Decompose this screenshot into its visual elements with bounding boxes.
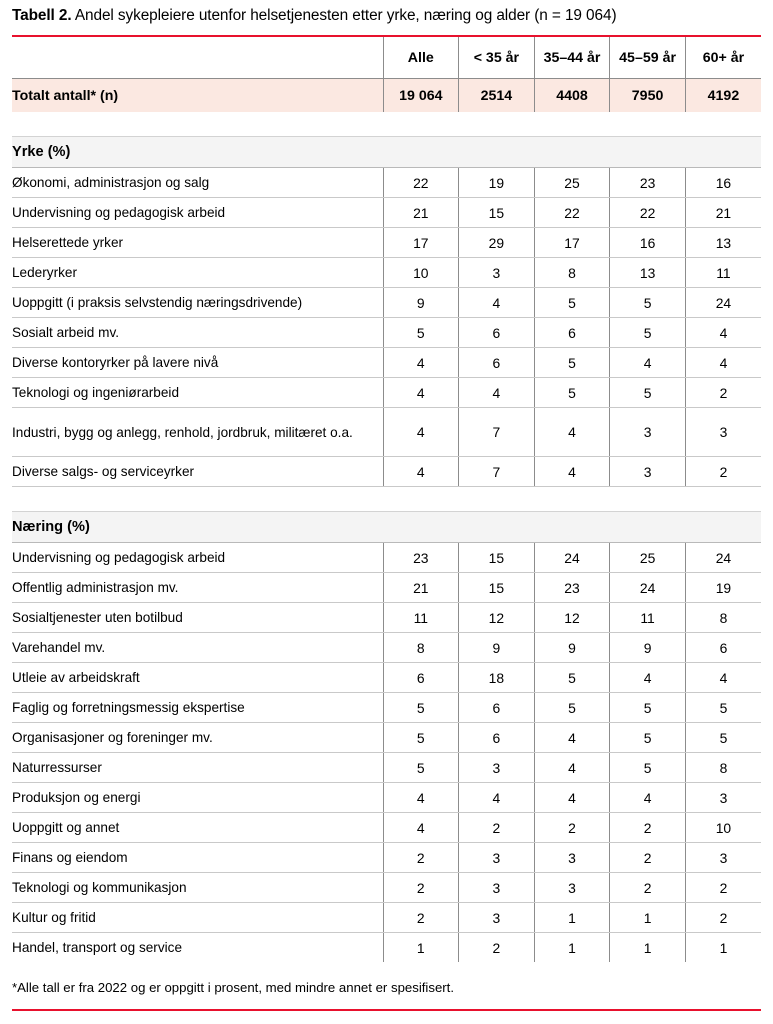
table-row — [12, 723, 761, 753]
table-row — [12, 543, 761, 573]
row-value-4: 3 — [685, 783, 761, 813]
row-value-1: 15 — [459, 543, 535, 573]
row-value-4: 4 — [685, 318, 761, 348]
row-value-4: 2 — [685, 378, 761, 408]
row-label: Sosialtjenester uten botilbud — [12, 603, 383, 633]
row-value-4: 4 — [685, 663, 761, 693]
row-value-2: 5 — [534, 378, 610, 408]
row-value-4: 24 — [685, 288, 761, 318]
row-value-3: 22 — [610, 198, 686, 228]
row-value-2: 8 — [534, 258, 610, 288]
table-row — [12, 873, 761, 903]
row-value-2: 9 — [534, 633, 610, 663]
row-value-0: 11 — [383, 603, 459, 633]
total-count-label: Totalt antall* (n) — [12, 79, 383, 113]
total-count-value-2: 4408 — [534, 79, 610, 113]
row-value-0: 2 — [383, 903, 459, 933]
row-value-4: 1 — [685, 933, 761, 963]
row-value-0: 2 — [383, 843, 459, 873]
row-value-0: 4 — [383, 457, 459, 487]
column-header-1: < 35 år — [459, 37, 535, 79]
table-row — [12, 633, 761, 663]
row-value-3: 5 — [610, 753, 686, 783]
row-value-1: 4 — [459, 288, 535, 318]
row-value-1: 6 — [459, 318, 535, 348]
row-value-0: 9 — [383, 288, 459, 318]
column-header-3: 45–59 år — [610, 37, 686, 79]
row-value-0: 8 — [383, 633, 459, 663]
row-label: Teknologi og ingeniørarbeid — [12, 378, 383, 408]
total-count-value-3: 7950 — [610, 79, 686, 113]
total-count-value-0: 19 064 — [383, 79, 459, 113]
row-value-1: 4 — [459, 783, 535, 813]
row-value-3: 4 — [610, 348, 686, 378]
row-value-4: 3 — [685, 408, 761, 457]
total-count-value-1: 2514 — [459, 79, 535, 113]
table-row — [12, 198, 761, 228]
row-value-3: 4 — [610, 783, 686, 813]
row-value-4: 8 — [685, 753, 761, 783]
row-value-1: 4 — [459, 378, 535, 408]
row-label: Undervisning og pedagogisk arbeid — [12, 198, 383, 228]
row-value-2: 23 — [534, 573, 610, 603]
column-header-4: 60+ år — [685, 37, 761, 79]
row-value-3: 5 — [610, 723, 686, 753]
row-value-1: 19 — [459, 168, 535, 198]
row-value-3: 9 — [610, 633, 686, 663]
row-label: Økonomi, administrasjon og salg — [12, 168, 383, 198]
row-value-0: 4 — [383, 348, 459, 378]
row-value-0: 1 — [383, 933, 459, 963]
row-value-2: 5 — [534, 663, 610, 693]
table-row — [12, 843, 761, 873]
row-value-2: 4 — [534, 457, 610, 487]
table-row — [12, 693, 761, 723]
row-value-2: 4 — [534, 753, 610, 783]
row-value-4: 10 — [685, 813, 761, 843]
row-value-3: 1 — [610, 933, 686, 963]
row-value-4: 2 — [685, 903, 761, 933]
row-value-0: 17 — [383, 228, 459, 258]
table-row — [12, 573, 761, 603]
row-label: Diverse kontoryrker på lavere nivå — [12, 348, 383, 378]
section-spacer — [12, 487, 761, 512]
row-value-1: 18 — [459, 663, 535, 693]
row-value-2: 5 — [534, 693, 610, 723]
row-value-2: 3 — [534, 873, 610, 903]
row-label: Faglig og forretningsmessig ekspertise — [12, 693, 383, 723]
table-row — [12, 903, 761, 933]
row-value-2: 6 — [534, 318, 610, 348]
row-label: Helserettede yrker — [12, 228, 383, 258]
row-label: Uoppgitt (i praksis selvstendig næringsdrivende) — [12, 288, 383, 318]
row-value-0: 5 — [383, 723, 459, 753]
row-label: Finans og eiendom — [12, 843, 383, 873]
caption-text: Andel sykepleiere utenfor helsetjenesten etter yrke, næring og alder (n = 19 064) — [71, 7, 617, 24]
table-row — [12, 933, 761, 963]
row-value-3: 3 — [610, 457, 686, 487]
section-title: Næring (%) — [12, 512, 761, 543]
table-header-row — [12, 37, 761, 79]
row-label: Industri, bygg og anlegg, renhold, jordbruk, militæret o.a. — [12, 408, 383, 457]
row-value-2: 1 — [534, 903, 610, 933]
row-value-1: 15 — [459, 573, 535, 603]
row-value-2: 2 — [534, 813, 610, 843]
row-value-4: 6 — [685, 633, 761, 663]
row-value-0: 6 — [383, 663, 459, 693]
row-value-2: 22 — [534, 198, 610, 228]
row-label: Sosialt arbeid mv. — [12, 318, 383, 348]
row-value-0: 5 — [383, 318, 459, 348]
row-value-4: 11 — [685, 258, 761, 288]
row-value-1: 3 — [459, 753, 535, 783]
table-row — [12, 228, 761, 258]
table-row — [12, 378, 761, 408]
row-value-4: 5 — [685, 693, 761, 723]
row-value-0: 23 — [383, 543, 459, 573]
row-value-4: 8 — [685, 603, 761, 633]
total-count-value-4: 4192 — [685, 79, 761, 113]
row-value-3: 5 — [610, 693, 686, 723]
row-value-1: 7 — [459, 457, 535, 487]
row-label: Varehandel mv. — [12, 633, 383, 663]
row-label: Organisasjoner og foreninger mv. — [12, 723, 383, 753]
row-label: Produksjon og energi — [12, 783, 383, 813]
row-label: Uoppgitt og annet — [12, 813, 383, 843]
row-value-4: 13 — [685, 228, 761, 258]
total-count-row — [12, 79, 761, 113]
row-value-0: 5 — [383, 753, 459, 783]
row-value-2: 5 — [534, 288, 610, 318]
row-value-4: 2 — [685, 873, 761, 903]
row-value-2: 12 — [534, 603, 610, 633]
row-label: Handel, transport og service — [12, 940, 183, 955]
table-row — [12, 168, 761, 198]
row-value-3: 16 — [610, 228, 686, 258]
table-row — [12, 783, 761, 813]
caption-label: Tabell 2. — [12, 7, 72, 24]
row-value-2: 5 — [534, 348, 610, 378]
row-value-4: 4 — [685, 348, 761, 378]
row-value-3: 2 — [610, 873, 686, 903]
row-value-1: 2 — [459, 933, 535, 963]
row-value-0: 5 — [383, 693, 459, 723]
header-blank-cell — [12, 37, 383, 79]
row-label: Teknologi og kommunikasjon — [12, 873, 383, 903]
row-value-4: 5 — [685, 723, 761, 753]
table-caption — [12, 0, 761, 26]
section-spacer — [12, 112, 761, 137]
row-value-1: 6 — [459, 723, 535, 753]
row-value-0: 2 — [383, 873, 459, 903]
statistics-table — [12, 37, 761, 962]
row-value-3: 2 — [610, 843, 686, 873]
row-label: Utleie av arbeidskraft — [12, 663, 383, 693]
row-value-1: 9 — [459, 633, 535, 663]
row-value-3: 23 — [610, 168, 686, 198]
row-value-0: 4 — [383, 408, 459, 457]
bottom-red-rule — [12, 1009, 761, 1011]
table-row — [12, 408, 761, 457]
table-row — [12, 663, 761, 693]
column-header-0: Alle — [383, 37, 459, 79]
row-value-4: 24 — [685, 543, 761, 573]
row-value-2: 17 — [534, 228, 610, 258]
row-value-0: 21 — [383, 573, 459, 603]
row-value-1: 3 — [459, 903, 535, 933]
row-value-3: 3 — [610, 408, 686, 457]
table-row — [12, 457, 761, 487]
row-value-1: 12 — [459, 603, 535, 633]
section-header-row — [12, 512, 761, 543]
table-row — [12, 318, 761, 348]
row-label: Offentlig administrasjon mv. — [12, 573, 383, 603]
row-label: Lederyrker — [12, 258, 383, 288]
row-value-3: 5 — [610, 288, 686, 318]
column-header-2: 35–44 år — [534, 37, 610, 79]
row-value-1: 3 — [459, 843, 535, 873]
spacer-cell — [12, 112, 761, 137]
row-value-0: 10 — [383, 258, 459, 288]
row-value-1: 29 — [459, 228, 535, 258]
row-value-0: 4 — [383, 378, 459, 408]
row-value-4: 21 — [685, 198, 761, 228]
row-value-1: 2 — [459, 813, 535, 843]
row-value-1: 3 — [459, 258, 535, 288]
row-value-0: 21 — [383, 198, 459, 228]
row-value-3: 4 — [610, 663, 686, 693]
row-value-3: 5 — [610, 318, 686, 348]
row-value-4: 3 — [685, 843, 761, 873]
row-value-2: 24 — [534, 543, 610, 573]
row-value-1: 6 — [459, 693, 535, 723]
row-value-1: 7 — [459, 408, 535, 457]
table-row — [12, 288, 761, 318]
row-value-3: 25 — [610, 543, 686, 573]
row-value-2: 3 — [534, 843, 610, 873]
row-value-2: 4 — [534, 783, 610, 813]
table-row — [12, 813, 761, 843]
row-value-3: 5 — [610, 378, 686, 408]
row-value-4: 19 — [685, 573, 761, 603]
spacer-cell — [12, 487, 761, 512]
table-row — [12, 753, 761, 783]
section-header-row — [12, 137, 761, 168]
table-footnote: *Alle tall er fra 2022 og er oppgitt i prosent, med mindre annet er spesifisert. — [12, 980, 455, 995]
row-value-0: 22 — [383, 168, 459, 198]
row-value-4: 16 — [685, 168, 761, 198]
row-value-2: 4 — [534, 408, 610, 457]
row-label: Diverse salgs- og serviceyrker — [12, 457, 383, 487]
row-value-3: 1 — [610, 903, 686, 933]
row-value-1: 6 — [459, 348, 535, 378]
table-row — [12, 258, 761, 288]
row-label: Naturressurser — [12, 753, 383, 783]
row-value-0: 4 — [383, 813, 459, 843]
row-value-3: 2 — [610, 813, 686, 843]
table-row — [12, 348, 761, 378]
row-value-2: 4 — [534, 723, 610, 753]
row-value-1: 15 — [459, 198, 535, 228]
row-value-0: 4 — [383, 783, 459, 813]
row-label: Kultur og fritid — [12, 903, 383, 933]
row-label: Undervisning og pedagogisk arbeid — [12, 543, 383, 573]
row-value-4: 2 — [685, 457, 761, 487]
row-value-1: 3 — [459, 873, 535, 903]
row-value-3: 13 — [610, 258, 686, 288]
table-row — [12, 603, 761, 633]
row-value-3: 11 — [610, 603, 686, 633]
row-value-3: 24 — [610, 573, 686, 603]
row-value-2: 1 — [534, 933, 610, 963]
section-title: Yrke (%) — [12, 137, 761, 168]
row-value-2: 25 — [534, 168, 610, 198]
